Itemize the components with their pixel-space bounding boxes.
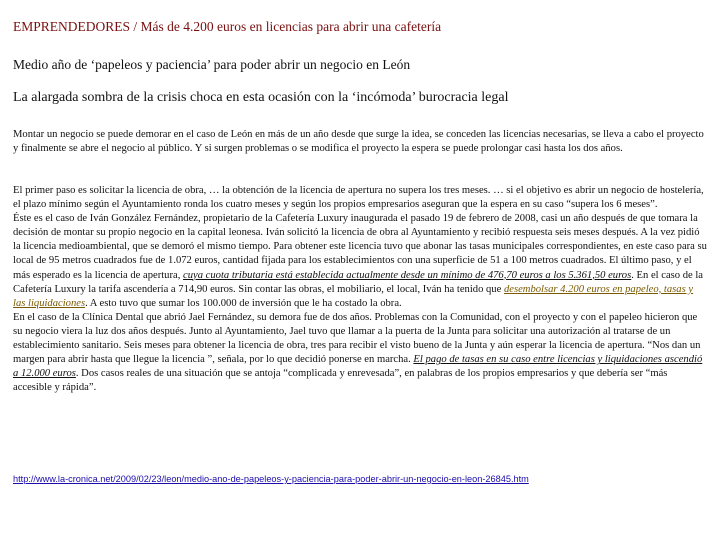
body-text-1: El primer paso es solicitar la licencia de obra, … la obtención de la licencia de apertura no supera los tres meses. … si el objetivo es abrir un negocio de hostelería, el plazo mínimo según el Ayuntamiento ronda los cuatro meses y según los propios empresarios aseguran que la espera en su caso “supera los 6 meses”. — [13, 185, 704, 211]
body-text-6: . Dos casos reales de una situación que se antoja “complicada y enrevesada”, en palabras de los propios empresarios y que debería ser “más accesible y rápida”. — [13, 368, 668, 394]
body-paragraph — [13, 184, 708, 395]
body-text-5: En el caso de la Clínica Dental que abrió Jael Fernández, su demora fue de dos años. Problemas con la Comunidad, con el proyecto y con el papeleo hicieron que su negocio viera la luz dos años después. Junto al Ayuntamiento, Jael tuvo que llamar a la puerta de la Junta para solicitar una autorización al tratarse de un establecimiento sanitario. Seis meses para obtener la licencia de obra, tres para recibir el visto bueno de la Junta y aún esperar la licencia de apertura. “Nos dan un margen para abrir hasta que llegue la licencia ”, señala, por lo que decidió ponerse en marcha. — [13, 311, 701, 366]
article-title: EMPRENDEDORES / Más de 4.200 euros en licencias para abrir una cafetería — [13, 19, 442, 34]
body-text-3: . En el caso de la Cafetería Luxury la tarifa ascendería a 714,90 euros. Sin contar las obras, el mobiliario, el local, Iván ha tenido que — [13, 269, 704, 295]
article-subtitle: Medio año de ‘papeleos y paciencia’ para poder abrir un negocio en León — [13, 57, 411, 72]
source-link[interactable]: http://www.la-cronica.net/2009/02/23/leon/medio-ano-de-papeleos-y-paciencia-para-poder-abrir-un-negocio-en-leon-26845.htm — [13, 474, 529, 484]
intro-paragraph: Montar un negocio se puede demorar en el caso de León en más de un año desde que surge la idea, se conceden las licencias necesarias, se lleva a cabo el proyecto y finalmente se abre el negocio al público. Y si surgen problemas o se modifica el proyecto la espera se puede prolongar casi hasta los dos años. — [13, 129, 704, 155]
clinic-cost-highlight: El pago de tasas en su caso entre licencias y liquidaciones ascendió a 12.000 euros — [13, 354, 703, 380]
paperwork-cost-highlight: desembolsar 4.200 euros en papeleo, tasas y las liquidaciones — [13, 283, 694, 309]
article-headline: La alargada sombra de la crisis choca en esta ocasión con la ‘incómoda’ burocracia legal — [13, 90, 509, 105]
tax-fee-highlight: cuya cuota tributaria está establecida actualmente desde un mínimo de 476,70 euros a los 5.361,50 euros — [183, 269, 632, 281]
body-text-2: Éste es el caso de Iván González Fernández, propietario de la Cafetería Luxury inaugurada el pasado 19 de febrero de 2008, casi un año después de que tomara la decisión de montar su propio negocio en la capital leonesa. Iván solicitó la licencia de obra al Ayuntamiento y recibió respuesta seis meses después. A la vez pidió la licencia medioambiental, que se demoró el mismo tiempo. Para obtener este licencia tuvo que abonar las tasas municipales correspondientes, en este caso para su local de 95 metros cuadrados fue de 1.072 euros, cantidad fijada para los establecimientos con una superficie de 51 a 100 metros cuadrados. El último paso, y el más esperado es la licencia de apertura, — [13, 213, 707, 281]
body-text-4: . A esto tuvo que sumar los 100.000 de inversión que le ha costado la obra. — [85, 297, 402, 309]
